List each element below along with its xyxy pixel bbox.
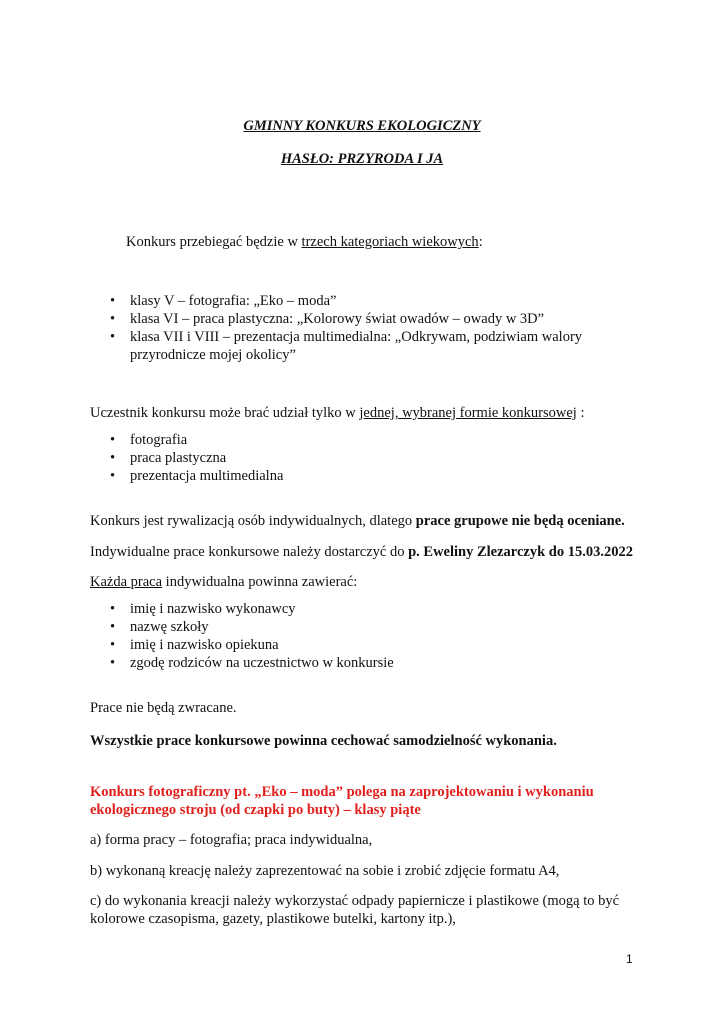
contains-underlined: Każda praca xyxy=(90,574,163,590)
list-item-text: klasy V – fotografia: „Eko – moda” xyxy=(130,293,337,309)
participant-paragraph xyxy=(90,404,584,422)
bullet-icon: • xyxy=(110,432,116,448)
participant-text: Uczestnik konkursu może brać udział tylko w xyxy=(90,405,360,421)
contains-paragraph xyxy=(90,573,357,591)
list-item xyxy=(110,467,283,485)
list-item xyxy=(110,292,582,310)
bullet-icon: • xyxy=(110,329,116,345)
contents-list xyxy=(110,600,394,672)
list-item-text: nazwę szkoły xyxy=(130,619,209,635)
list-item xyxy=(110,310,582,328)
list-item-text: przyrodnicze mojej okolicy” xyxy=(130,347,296,363)
intro-paragraph xyxy=(126,233,483,251)
participant-colon: : xyxy=(576,405,585,421)
bullet-icon: • xyxy=(110,311,116,327)
bullet-icon: • xyxy=(110,450,116,466)
list-item xyxy=(110,618,394,636)
list-item xyxy=(110,431,283,449)
form-list xyxy=(110,431,283,485)
participant-underlined: jednej, wybranej formie konkursowej xyxy=(359,405,577,421)
bullet-icon: • xyxy=(110,293,116,309)
intro-underlined: trzech kategoriach wiekowych xyxy=(301,234,479,250)
list-item xyxy=(110,654,394,672)
document-title: GMINNY KONKURS EKOLOGICZNY xyxy=(243,118,481,134)
contains-text: indywidualna powinna zawierać: xyxy=(162,574,358,590)
list-item-text: klasa VI – praca plastyczna: „Kolorowy świat owadów – owady w 3D” xyxy=(130,311,545,327)
list-item-text: praca plastyczna xyxy=(130,450,227,466)
deadline-bold: p. Eweliny Zlezarczyk do 15.03.2022 xyxy=(408,544,633,560)
list-item-text: prezentacja multimedialna xyxy=(130,468,284,484)
list-item xyxy=(110,636,394,654)
page-number: 1 xyxy=(626,952,633,966)
list-item-text: imię i nazwisko opiekuna xyxy=(130,637,279,653)
list-item-text: klasa VII i VIII – prezentacja multimedialna: „Odkrywam, podziwiam walory xyxy=(130,329,583,345)
list-item-continuation xyxy=(110,346,582,364)
intro-text: Konkurs przebiegać będzie w xyxy=(126,234,302,250)
bullet-icon: • xyxy=(110,468,116,484)
bullet-icon: • xyxy=(110,637,116,653)
bullet-icon: • xyxy=(110,655,116,671)
list-item xyxy=(110,600,394,618)
rule-c-line-1: c) do wykonania kreacji należy wykorzystać odpady papiernicze i plastikowe (mogą to być xyxy=(90,893,620,909)
not-returned-text: Prace nie będą zwracane. xyxy=(90,700,237,716)
bullet-icon: • xyxy=(110,619,116,635)
rule-b: b) wykonaną kreację należy zaprezentować na sobie i zrobić zdjęcie formatu A4, xyxy=(90,863,560,879)
list-item-text: fotografia xyxy=(130,432,188,448)
document-subtitle: HASŁO: PRZYRODA I JA xyxy=(280,151,444,167)
photo-contest-line-1: Konkurs fotograficzny pt. „Eko – moda” polega na zaprojektowaniu i wykonaniu xyxy=(90,784,594,800)
list-item-text: imię i nazwisko wykonawcy xyxy=(130,601,296,617)
deadline-paragraph xyxy=(90,543,633,561)
list-item-text: zgodę rodziców na uczestnictwo w konkursie xyxy=(130,655,394,671)
category-list xyxy=(110,292,582,364)
individual-paragraph xyxy=(90,512,625,530)
independence-text: Wszystkie prace konkursowe powinna cechować samodzielność wykonania. xyxy=(90,733,557,749)
list-item xyxy=(110,328,582,346)
photo-contest-line-2: ekologicznego stroju (od czapki po buty) – klasy piąte xyxy=(90,802,421,818)
deadline-text: Indywidualne prace konkursowe należy dostarczyć do xyxy=(90,544,409,560)
individual-bold: prace grupowe nie będą oceniane. xyxy=(415,513,625,529)
individual-text: Konkurs jest rywalizacją osób indywidualnych, dlatego xyxy=(90,513,416,529)
bullet-icon: • xyxy=(110,601,116,617)
rule-a: a) forma pracy – fotografia; praca indywidualna, xyxy=(90,832,373,848)
intro-colon: : xyxy=(478,234,483,250)
rule-c-line-2: kolorowe czasopisma, gazety, plastikowe butelki, kartony itp.), xyxy=(90,911,456,927)
list-item xyxy=(110,449,283,467)
